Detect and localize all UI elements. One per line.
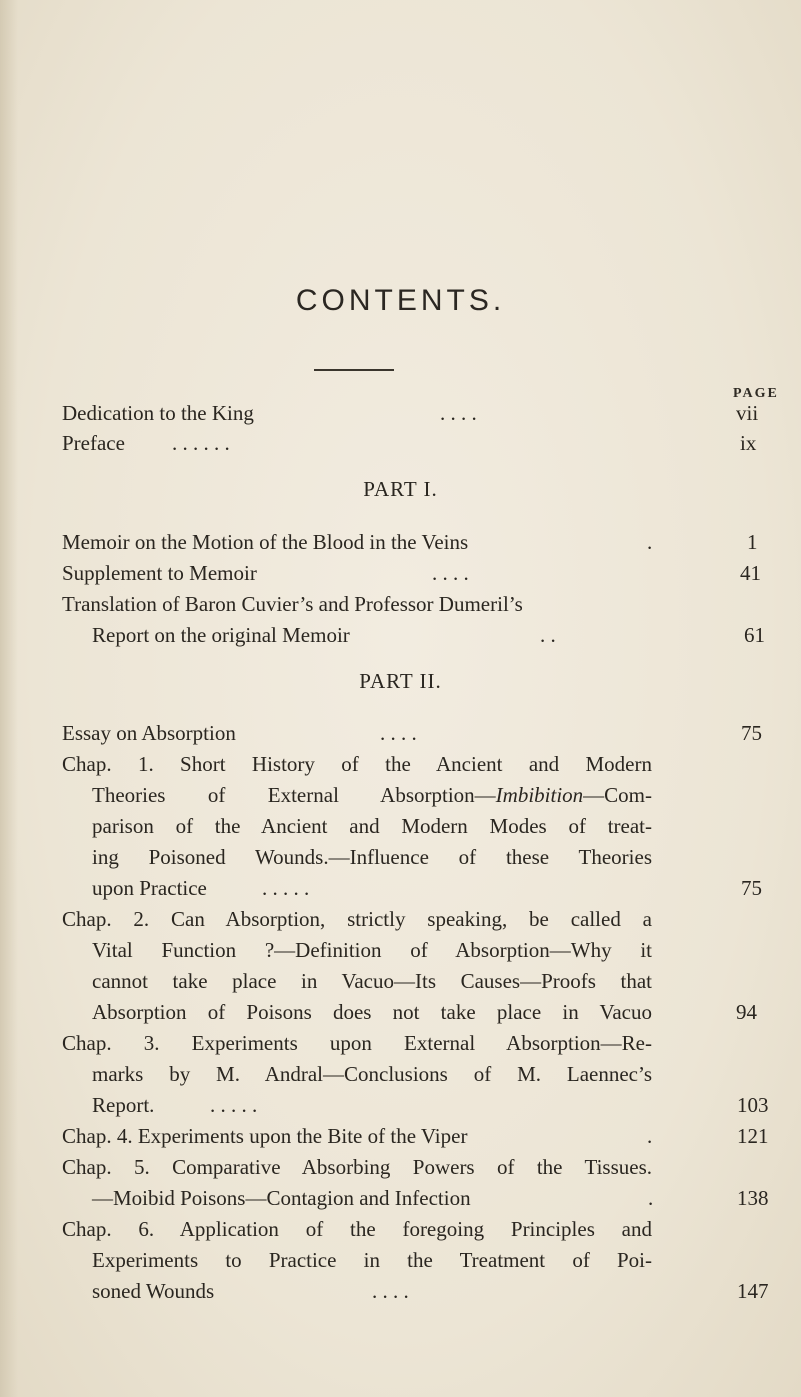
toc-entry-chap6[interactable]: [62, 1214, 652, 1244]
entry-label: Report.: [92, 1093, 155, 1117]
entry-label: upon Practice: [92, 876, 207, 900]
page-number: 41: [740, 561, 761, 585]
entry-label: Experiments to Practice in the Treatment of Poi-: [92, 1248, 652, 1272]
leader-dots: . . . .: [432, 561, 469, 585]
toc-entry-chap5[interactable]: [62, 1152, 652, 1182]
entry-label: Dedication to the King: [62, 401, 254, 425]
entry-label: Chap. 5. Comparative Absorbing Powers of the Tissues.: [62, 1155, 652, 1179]
leader-dots: . .: [540, 623, 556, 647]
toc-entry-essay[interactable]: [62, 718, 652, 748]
entry-label: Chap. 2. Can Absorption, strictly speaking, be called a: [62, 907, 652, 931]
toc-entry-chap5-cont[interactable]: [92, 1183, 682, 1213]
toc-entry-chap4[interactable]: [62, 1121, 652, 1151]
toc-entry-memoir[interactable]: [62, 527, 652, 557]
toc-entry-chap2[interactable]: [62, 904, 652, 934]
entry-label: —Com-: [583, 783, 652, 807]
toc-entry-chap1[interactable]: [62, 749, 652, 779]
toc-entry-dedication[interactable]: [62, 398, 652, 428]
page-number: 138: [737, 1186, 769, 1210]
toc-entry-chap2-cont[interactable]: [92, 966, 652, 996]
entry-label: parison of the Ancient and Modern Modes of treat-: [92, 814, 652, 838]
toc-entry-chap2-cont[interactable]: [92, 935, 652, 965]
entry-label: Translation of Baron Cuvier’s and Professor Dumeril’s: [62, 592, 523, 616]
toc-entry-chap1-cont[interactable]: [92, 873, 682, 903]
entry-label: Chap. 4. Experiments upon the Bite of the Viper: [62, 1124, 468, 1148]
entry-label: soned Wounds: [92, 1279, 215, 1303]
page-number: 61: [744, 623, 765, 647]
part-heading-1: PART I.: [363, 477, 438, 501]
leader-dots: . . . .: [440, 401, 477, 425]
toc-entry-chap1-cont[interactable]: [92, 811, 652, 841]
toc-entry-translation-cont[interactable]: [92, 620, 682, 650]
leader-dots: . . . . .: [262, 876, 310, 900]
entry-label: Theories of External Absorption—: [92, 783, 496, 807]
page-column-header: PAGE: [733, 386, 779, 401]
toc-entry-chap1-cont[interactable]: [92, 780, 652, 810]
page-number: 121: [737, 1124, 769, 1148]
entry-label: Vital Function ?—Definition of Absorption—Why it: [92, 938, 652, 962]
leader-dots: .: [648, 1186, 654, 1210]
toc-entry-chap3-cont[interactable]: [92, 1090, 682, 1120]
entry-label-italic: Imbibition: [495, 783, 584, 807]
entry-label: ing Poisoned Wounds.—Influence of these Theories: [92, 845, 652, 869]
leader-dots: .: [647, 1124, 653, 1148]
page-number: 75: [741, 876, 762, 900]
entry-label: Chap. 1. Short History of the Ancient and Modern: [62, 752, 652, 776]
leader-dots: . . . . . .: [172, 431, 230, 455]
entry-label: —Moibid Poisons—Contagion and Infection: [92, 1186, 471, 1210]
toc-entry-supplement[interactable]: [62, 558, 652, 588]
entry-label: Preface: [62, 431, 125, 455]
page-title: CONTENTS.: [295, 284, 506, 317]
page-number: ix: [740, 431, 757, 455]
entry-label: cannot take place in Vacuo—Its Causes—Proofs that: [92, 969, 652, 993]
leader-dots: . . . . .: [210, 1093, 258, 1117]
entry-label: Report on the original Memoir: [92, 623, 350, 647]
page-number: 75: [741, 721, 762, 745]
title-rule: [314, 369, 394, 371]
toc-entry-chap3-cont[interactable]: [92, 1059, 652, 1089]
toc-entry-preface[interactable]: [62, 428, 652, 458]
toc-entry-translation[interactable]: [62, 589, 652, 619]
leader-dots: . . . .: [372, 1279, 409, 1303]
toc-entry-chap1-cont[interactable]: [92, 842, 652, 872]
page-number: 147: [737, 1279, 769, 1303]
entry-label: Absorption of Poisons does not take place in Vacuo: [92, 1000, 652, 1024]
page-number: 103: [737, 1093, 769, 1117]
page-number: vii: [736, 401, 759, 425]
entry-label: marks by M. Andral—Conclusions of M. Laennec’s: [92, 1062, 652, 1086]
leader-dots: .: [647, 530, 653, 554]
part-heading-2: PART II.: [359, 669, 442, 693]
page-number: 94: [736, 1000, 757, 1024]
entry-label: Chap. 6. Application of the foregoing Principles and: [62, 1217, 652, 1241]
entry-label: Chap. 3. Experiments upon External Absorption—Re-: [62, 1031, 652, 1055]
spine-shadow: [0, 0, 18, 1397]
entry-label: Memoir on the Motion of the Blood in the Veins: [62, 530, 469, 554]
toc-entry-chap3[interactable]: [62, 1028, 652, 1058]
toc-entry-chap2-cont[interactable]: [92, 997, 652, 1027]
entry-label: Essay on Absorption: [62, 721, 236, 745]
entry-label: Supplement to Memoir: [62, 561, 257, 585]
toc-entry-chap6-cont[interactable]: [92, 1276, 682, 1306]
toc-entry-chap6-cont[interactable]: [92, 1245, 652, 1275]
leader-dots: . . . .: [380, 721, 417, 745]
page-number: 1: [747, 530, 758, 554]
